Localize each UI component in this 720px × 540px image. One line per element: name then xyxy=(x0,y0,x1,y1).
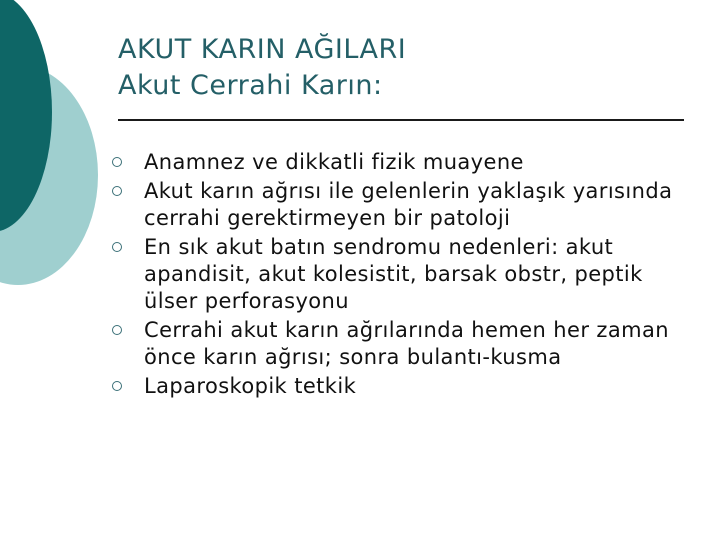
hollow-circle-bullet-icon xyxy=(112,381,122,391)
bullet-item xyxy=(112,317,692,371)
slide-title-line-1: AKUT KARIN AĞILARI xyxy=(118,34,407,65)
bullet-text: Laparoskopik tetkik xyxy=(144,374,357,398)
hollow-circle-bullet-icon xyxy=(112,186,122,196)
bullet-item xyxy=(112,234,692,315)
slide-title xyxy=(118,32,678,104)
bullet-marker xyxy=(112,373,144,391)
slide-title-line-2: Akut Cerrahi Karın: xyxy=(118,70,383,101)
bullet-item xyxy=(112,178,692,232)
bullet-item xyxy=(112,373,692,400)
title-divider xyxy=(118,119,684,121)
bullet-marker xyxy=(112,178,144,196)
bullet-text: Anamnez ve dikkatli fizik muayene xyxy=(144,150,524,174)
bullet-marker xyxy=(112,149,144,167)
bullet-marker xyxy=(112,317,144,335)
bullet-item xyxy=(112,149,692,176)
bullet-marker xyxy=(112,234,144,252)
hollow-circle-bullet-icon xyxy=(112,325,122,335)
bullet-text: En sık akut batın sendromu nedenleri: akut apandisit, akut kolesistit, barsak obstr, peptik ülser perforasyonu xyxy=(144,235,643,313)
bullet-list xyxy=(112,149,692,402)
decorative-teal-circles xyxy=(0,0,120,300)
hollow-circle-bullet-icon xyxy=(112,242,122,252)
hollow-circle-bullet-icon xyxy=(112,157,122,167)
bullet-text: Cerrahi akut karın ağrılarında hemen her zaman önce karın ağrısı; sonra bulantı-kusma xyxy=(144,318,669,369)
bullet-text: Akut karın ağrısı ile gelenlerin yaklaşık yarısında cerrahi gerektirmeyen bir patoloji xyxy=(144,179,673,230)
